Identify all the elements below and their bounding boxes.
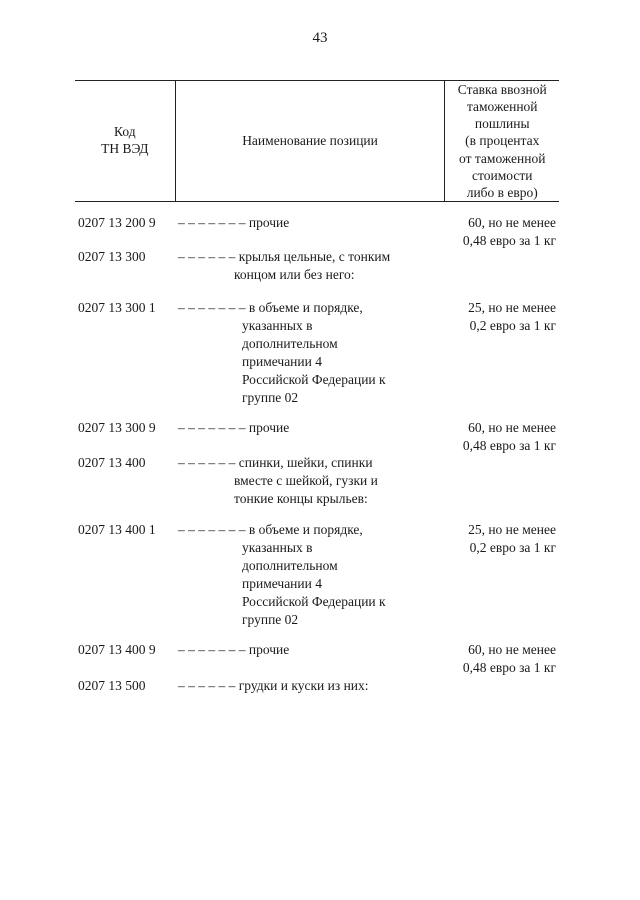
row-name bbox=[178, 677, 433, 695]
row-name-line: концом или без него: bbox=[234, 267, 355, 282]
header-rate-line: стоимости bbox=[472, 167, 533, 183]
header-name-label: Наименование позиции bbox=[242, 133, 378, 148]
row-name-line: Российской Федерации к bbox=[242, 372, 386, 387]
header-rate-line: Ставка ввозной bbox=[457, 81, 547, 97]
row-name-first-line: прочие bbox=[245, 420, 290, 435]
row-code: 0207 13 300 9 bbox=[78, 420, 156, 435]
header-rate-line: либо в евро) bbox=[466, 185, 538, 201]
header-rate-line: пошлины bbox=[474, 116, 530, 132]
row-rate-line: 25, но не менее bbox=[468, 522, 556, 537]
row-dash: – – – – – – – bbox=[178, 300, 246, 315]
row-name-line: группе 02 bbox=[242, 612, 299, 627]
row-name bbox=[178, 419, 433, 437]
row-rate bbox=[440, 641, 556, 677]
row-dash: – – – – – – bbox=[178, 678, 236, 693]
row-rate-line: 0,2 евро за 1 кг bbox=[469, 318, 556, 333]
row-rate-line: 25, но не менее bbox=[468, 300, 556, 315]
header-rate bbox=[445, 81, 559, 201]
row-name-line: указанных в bbox=[242, 318, 313, 333]
row-rate-line: 60, но не менее bbox=[468, 420, 556, 435]
row-name-line: дополнительном bbox=[242, 558, 338, 573]
header-rate-line: от таможенной bbox=[459, 150, 546, 166]
header-code-line2: ТН ВЭД bbox=[101, 141, 149, 156]
row-name-line: Российской Федерации к bbox=[242, 594, 386, 609]
row-name bbox=[178, 214, 433, 232]
row-name-first-line: спинки, шейки, спинки bbox=[235, 455, 373, 470]
row-code: 0207 13 300 1 bbox=[78, 300, 156, 315]
row-name-line: вместе с шейкой, гузки и bbox=[234, 473, 378, 488]
row-dash: – – – – – – bbox=[178, 249, 236, 264]
row-name-line: указанных в bbox=[242, 540, 313, 555]
row-rate-line: 0,48 евро за 1 кг bbox=[462, 660, 556, 675]
row-code: 0207 13 400 9 bbox=[78, 642, 156, 657]
row-rate-line: 60, но не менее bbox=[468, 642, 556, 657]
row-name bbox=[178, 248, 433, 284]
row-name bbox=[178, 521, 433, 629]
page-number: 43 bbox=[312, 30, 328, 46]
row-dash: – – – – – – – bbox=[178, 215, 246, 230]
row-name bbox=[178, 641, 433, 659]
row-code: 0207 13 400 bbox=[78, 455, 146, 470]
row-rate-line: 0,48 евро за 1 кг bbox=[462, 438, 556, 453]
table-header bbox=[75, 80, 559, 202]
row-name-first-line: прочие bbox=[245, 215, 290, 230]
row-name-line: примечании 4 bbox=[242, 354, 322, 369]
row-rate-line: 0,48 евро за 1 кг bbox=[462, 233, 556, 248]
row-name-first-line: грудки и куски из них: bbox=[235, 678, 369, 693]
row-code: 0207 13 500 bbox=[78, 678, 146, 693]
header-name bbox=[176, 81, 446, 201]
row-name bbox=[178, 454, 433, 508]
row-name-first-line: крылья цельные, с тонким bbox=[235, 249, 391, 264]
row-name-line: дополнительном bbox=[242, 336, 338, 351]
row-name bbox=[178, 299, 433, 407]
header-rate-line: таможенной bbox=[466, 98, 538, 114]
row-rate bbox=[440, 299, 556, 335]
row-name-first-line: прочие bbox=[245, 642, 290, 657]
row-name-first-line: в объеме и порядке, bbox=[245, 300, 363, 315]
row-dash: – – – – – – bbox=[178, 455, 236, 470]
row-code: 0207 13 400 1 bbox=[78, 522, 156, 537]
row-rate-line: 0,2 евро за 1 кг bbox=[469, 540, 556, 555]
row-dash: – – – – – – – bbox=[178, 522, 246, 537]
row-code: 0207 13 300 bbox=[78, 249, 146, 264]
header-code-line1: Код bbox=[114, 124, 136, 140]
header-rate-line: (в процентах bbox=[465, 133, 540, 149]
row-rate bbox=[440, 521, 556, 557]
row-dash: – – – – – – – bbox=[178, 642, 246, 657]
row-rate bbox=[440, 214, 556, 250]
header-code bbox=[75, 81, 176, 201]
row-name-first-line: в объеме и порядке, bbox=[245, 522, 363, 537]
row-rate-line: 60, но не менее bbox=[468, 215, 556, 230]
row-name-line: примечании 4 bbox=[242, 576, 322, 591]
row-name-line: тонкие концы крыльев: bbox=[234, 491, 368, 506]
row-dash: – – – – – – – bbox=[178, 420, 246, 435]
row-code: 0207 13 200 9 bbox=[78, 215, 156, 230]
row-name-line: группе 02 bbox=[242, 390, 299, 405]
row-rate bbox=[440, 419, 556, 455]
